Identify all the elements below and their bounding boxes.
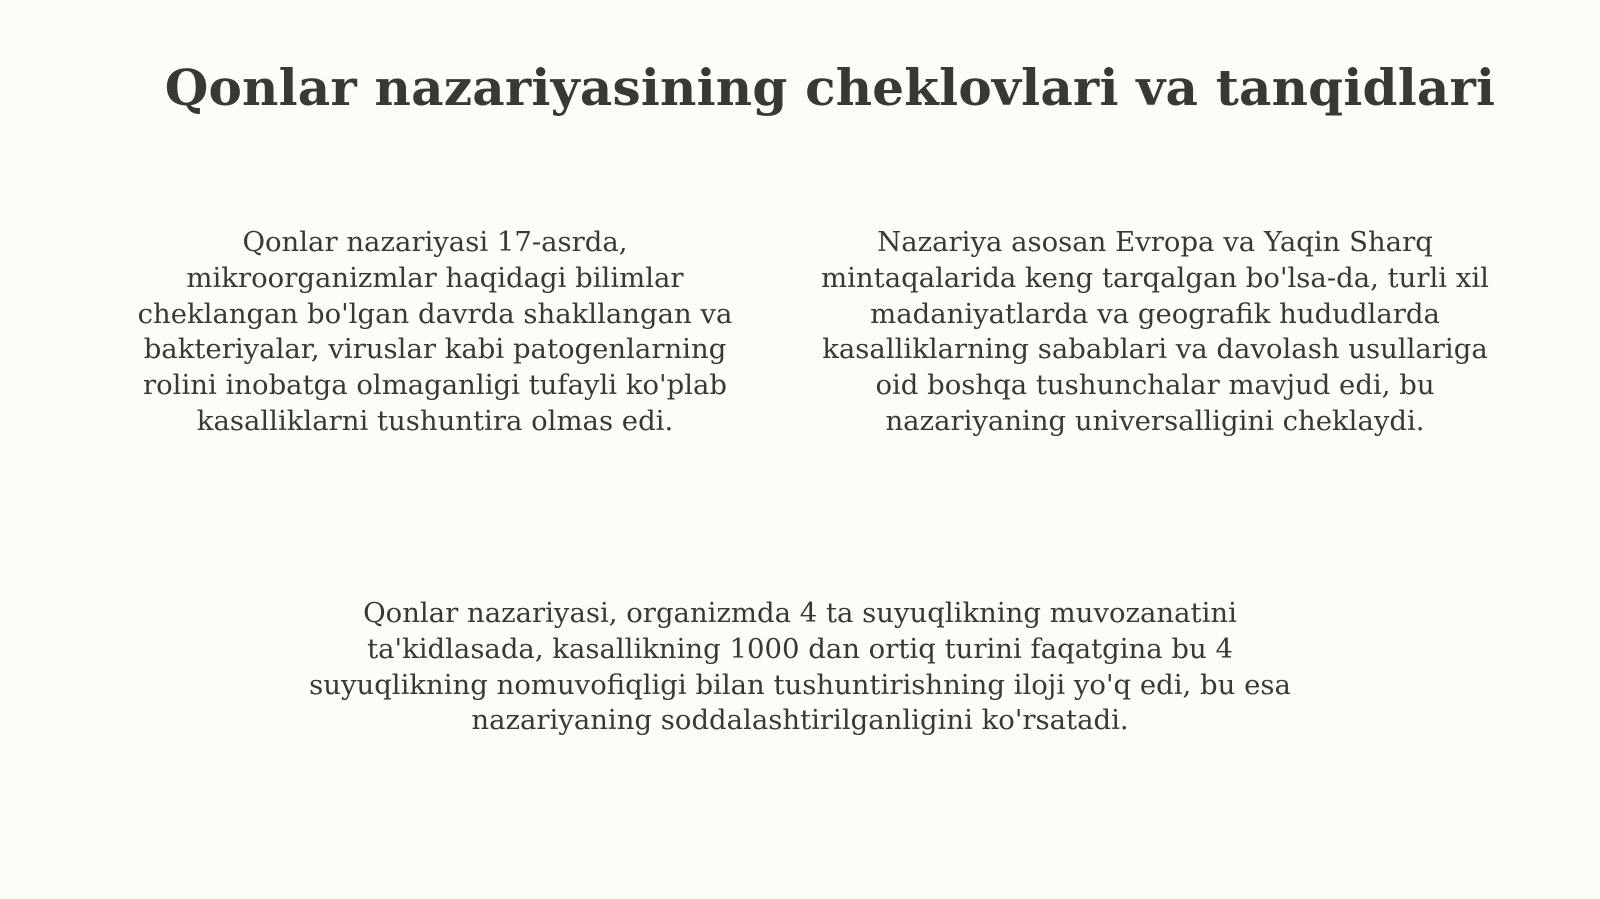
slide-title: Qonlar nazariyasining cheklovlari va tanqidlari (164, 58, 1496, 117)
paragraph-left: Qonlar nazariyasi 17-asrda, mikroorganizmlar haqidagi bilimlar cheklangan bo'lgan davrda shakllangan va bakteriyalar, viruslar kabi patogenlarning rolini inobatga olmaganligi tufayli ko'plab kasalliklarni tushuntira olmas edi. (137, 226, 733, 437)
paragraph-bottom: Qonlar nazariyasi, organizmda 4 ta suyuqlikning muvozanatini ta'kidlasada, kasallikning 1000 dan ortiq turini faqatgina bu 4 suyuqlikning nomuvofiqligi bilan tushuntirishning iloji yo'q edi, bu esa nazariyaning soddalashtirilganligini ko'rsatadi. (309, 597, 1291, 737)
paragraph-right: Nazariya asosan Evropa va Yaqin Sharq mintaqalarida keng tarqalgan bo'lsa-da, turli xil madaniyatlarda va geografik hududlarda kasalliklarning sabablari va davolash usullariga oid boshqa tushunchalar mavjud edi, bu nazariyaning universalligini cheklaydi. (821, 226, 1489, 437)
